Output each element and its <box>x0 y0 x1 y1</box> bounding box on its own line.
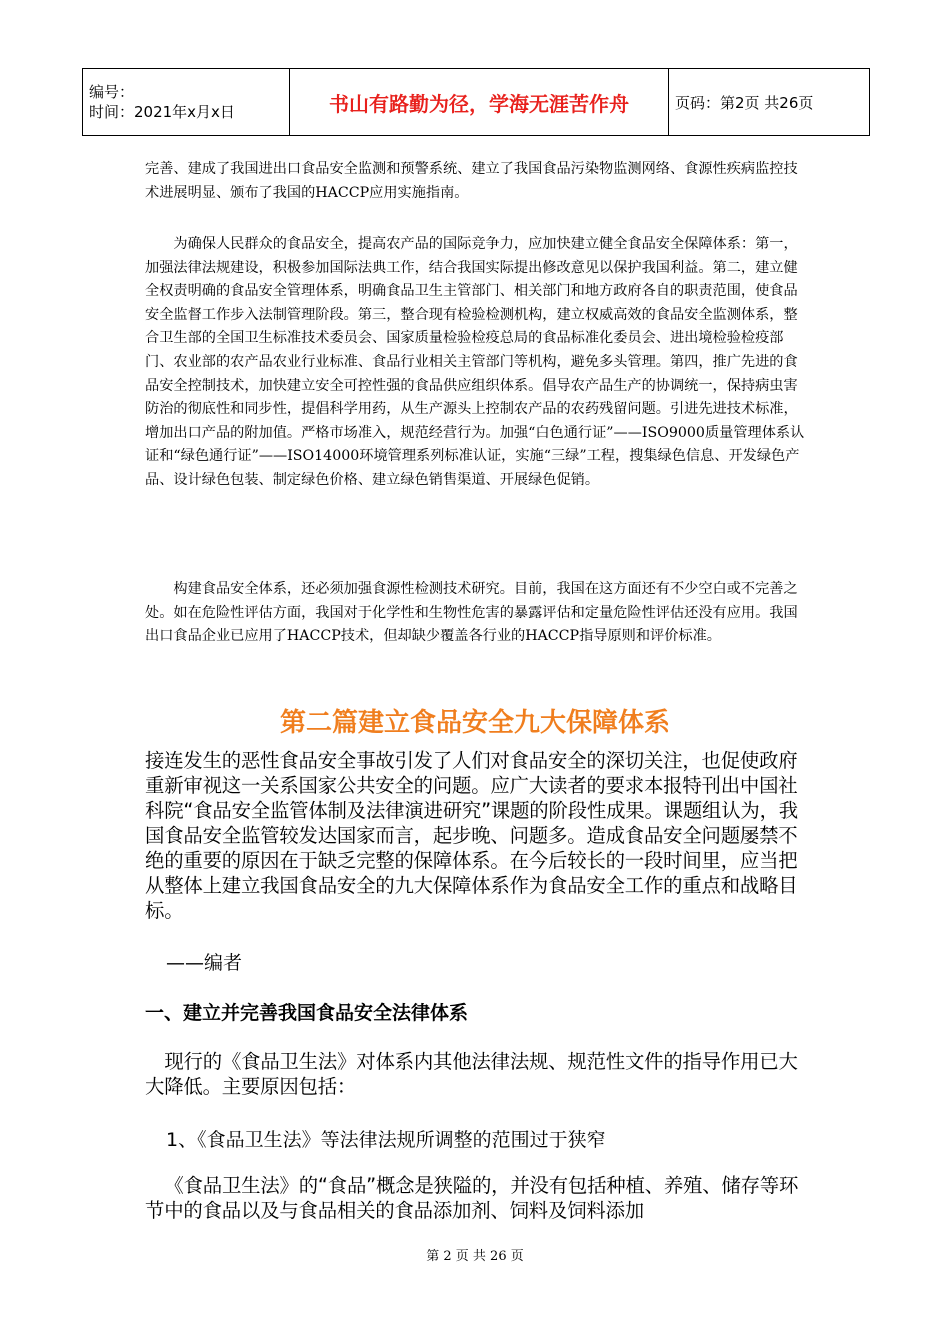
header-page-info: 页码：第2页 共26页 <box>669 69 870 136</box>
body-paragraph: 构建食品安全体系，还必须加强食源性检测技术研究。目前，我国在这方面还有不少空白或不完善之处。如在危险性评估方面，我国对于化学性和生物性危害的暴露评估和定量危险性评估还没有应用。我国出口食品企业已应用了HACCP技术，但却缺少覆盖各行业的HACCP指导原则和评价标准。 <box>145 581 798 645</box>
body-para-1-block <box>145 158 810 205</box>
body-para-2-block <box>145 233 810 493</box>
body-paragraph: 现行的《食品卫生法》对体系内其他法律法规、规范性文件的指导作用已大大降低。主要原因包括： <box>145 1050 798 1098</box>
body-paragraph: 《食品卫生法》的“食品”概念是狭隘的，并没有包括种植、养殖、储存等环节中的食品以及与食品相关的食品添加剂、饲料及饲料添加 <box>145 1174 799 1222</box>
heading-1: 一、建立并完善我国食品安全法律体系 <box>145 1002 469 1024</box>
body-paragraph: 为确保人民群众的食品安全，提高农产品的国际竞争力，应加快建立健全食品安全保障体系：第一，加强法律法规建设，积极参加国际法典工作，结合我国实际提出修改意见以保护我国利益。第二，建立健全权责明确的食品安全管理体系，明确食品卫生主管部门、相关部门和地方政府各自的职责范围，使食品安全监督工作步入法制管理阶段。第三，整合现有检验检测机构，建立权威高效的食品安全监测体系，整合卫生部的全国卫生标准技术委员会、国家质量检验检疫总局的食品标准化委员会、进出境检验检疫部门、农业部的农产品农业行业标准、食品行业相关主管部门等机构，避免多头管理。第四，推广先进的食品安全控制技术，加快建立安全可控性强的食品供应组织体系。倡导农产品生产的协调统一，保持病虫害防治的彻底性和同步性，提倡科学用药，从生产源头上控制农产品的农药残留问题。引进先进技术标准，增加出口产品的附加值。严格市场准入，规范经营行为。加强“白色通行证”——ISO9000质量管理体系认证和“绿色通行证”——ISO14000环境管理系列标准认证，实施“三绿”工程，搜集绿色信息、开发绿色产品、设计绿色包装、制定绿色价格、建立绿色销售渠道、开展绿色促销。 <box>145 236 805 488</box>
header-motto: 书山有路勤为径，学海无涯苦作舟 <box>290 69 669 136</box>
intro-block <box>145 748 815 923</box>
editor-note: ——编者 <box>166 952 243 974</box>
section-title: 第二篇建立食品安全九大保障体系 <box>279 708 670 738</box>
list-item-1: 1、《食品卫生法》等法律法规所调整的范围过于狭窄 <box>166 1129 606 1151</box>
page-footer: 第 2 页 共 26 页 <box>426 1249 524 1264</box>
para-4-block <box>145 1049 815 1099</box>
body-paragraph: 完善、建成了我国进出口食品安全监测和预警系统、建立了我国食品污染物监测网络、食源性疾病监控技术进展明显、颁布了我国的HACCP应用实施指南。 <box>145 161 798 201</box>
header-meta <box>83 69 290 136</box>
intro-paragraph: 接连发生的恶性食品安全事故引发了人们对食品安全的深切关注，也促使政府重新审视这一关系国家公共安全的问题。应广大读者的要求本报特刊出中国社科院“食品安全监管体制及法律演进研究”课题的阶段性成果。课题组认为，我国食品安全监管较发达国家而言，起步晚、问题多。造成食品安全问题屡禁不绝的重要的原因在于缺乏完整的保障体系。在今后较长的一段时间里，应当把从整体上建立我国食品安全的九大保障体系作为食品安全工作的重点和战略目标。 <box>145 749 798 922</box>
para-5-block <box>145 1173 815 1223</box>
serial-label: 编号： <box>89 83 135 101</box>
time-label: 时间：2021年x月x日 <box>89 103 235 121</box>
page-header <box>82 68 870 136</box>
body-para-3-block <box>145 578 810 649</box>
